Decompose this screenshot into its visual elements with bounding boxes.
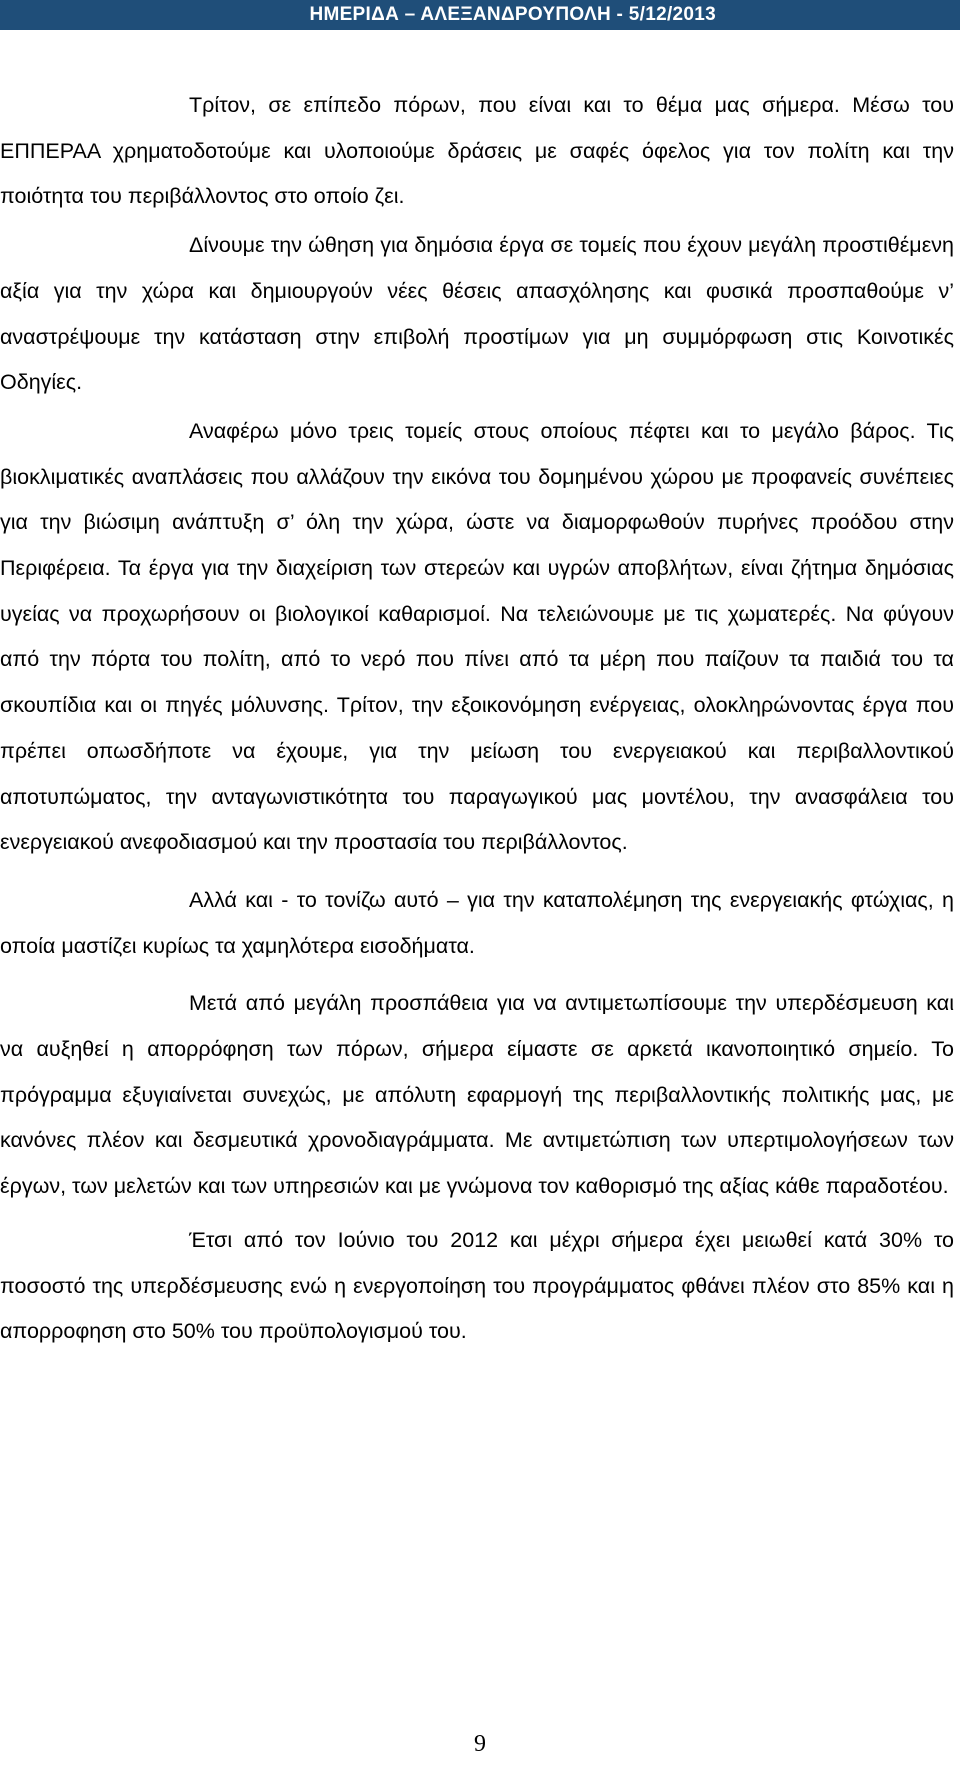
document-body	[0, 83, 954, 1355]
paragraph: Μετά από μεγάλη προσπάθεια για να αντιμετωπίσουμε την υπερδέσμευση και να αυξηθεί η απορρόφηση των πόρων, σήμερα είμαστε σε αρκετά ικανοποιητικό σημείο. Το πρόγραμμα εξυγιαίνεται συνεχώς, με απόλυτη εφαρμογή της περιβαλλοντικής πολιτικής μας, με κανόνες πλέον και δεσμευτικά χρονοδιαγράμματα. Με αντιμετώπιση των υπερτιμολογήσεων των έργων, των μελετών και των υπηρεσιών και με γνώμονα τον καθορισμό της αξίας κάθε παραδοτέου.	[0, 991, 954, 1199]
paragraph: Αναφέρω μόνο τρεις τομείς στους οποίους πέφτει και το μεγάλο βάρος. Τις βιοκλιματικές αναπλάσεις που αλλάζουν την εικόνα του δομημένου χώρου με προφανείς συνέπειες για την βιώσιμη ανάπτυξη σ’ όλη την χώρα, ώστε να διαμορφωθούν πυρήνες προόδου στην Περιφέρεια. Τα έργα για την διαχείριση των στερεών και υγρών αποβλήτων, είναι ζήτημα δημόσιας υγείας να προχωρήσουν οι βιολογικοί καθαρισμοί. Να τελειώνουμε με τις χωματερές. Να φύγουν από την πόρτα του πολίτη, από το νερό που πίνει από τα μέρη που παίζουν τα παιδιά του τα σκουπίδια και οι πηγές μόλυνσης. Τρίτον, την εξοικονόμηση ενέργειας, ολοκληρώνοντας έργα που πρέπει οπωσδήποτε να έχουμε, για την μείωση του ενεργειακού και περιβαλλοντικού αποτυπώματος, την ανταγωνιστικότητα του παραγωγικού μας μοντέλου, την ανασφάλεια του ενεργειακού ανεφοδιασμού και την προστασία του περιβάλλοντος.	[0, 418, 954, 855]
header-title: ΗΜΕΡΙΔΑ – ΑΛΕΞΑΝΔΡΟΥΠΟΛΗ - 5/12/2013	[309, 4, 716, 25]
page-number: 9	[474, 1731, 486, 1757]
paragraph: Αλλά και - το τονίζω αυτό – για την καταπολέμηση της ενεργειακής φτώχιας, η οποία μαστίζει κυρίως τα χαμηλότερα εισοδήματα.	[0, 887, 954, 958]
paragraph: Έτσι από τον Ιούνιο του 2012 και μέχρι σήμερα έχει μειωθεί κατά 30% το ποσοστό της υπερδέσμευσης ενώ η ενεργοποίηση του προγράμματος φθάνει πλέον στο 85% και η απορροφηση στο 50% του προϋπολογισμού του.	[0, 1227, 954, 1344]
document-header	[0, 0, 960, 30]
paragraph: Δίνουμε την ώθηση για δημόσια έργα σε τομείς που έχουν μεγάλη προστιθέμενη αξία για την χώρα και δημιουργούν νέες θέσεις απασχόλησης και φυσικά προσπαθούμε ν’ αναστρέψουμε την κατάσταση στην επιβολή προστίμων για μη συμμόρφωση στις Κοινοτικές Οδηγίες.	[0, 233, 954, 395]
paragraph: Τρίτον, σε επίπεδο πόρων, που είναι και το θέμα μας σήμερα. Μέσω του ΕΠΠΕΡΑΑ χρηματοδοτούμε και υλοποιούμε δράσεις με σαφές όφελος για τον πολίτη και την ποιότητα του περιβάλλοντος στο οποίο ζει.	[0, 93, 954, 209]
